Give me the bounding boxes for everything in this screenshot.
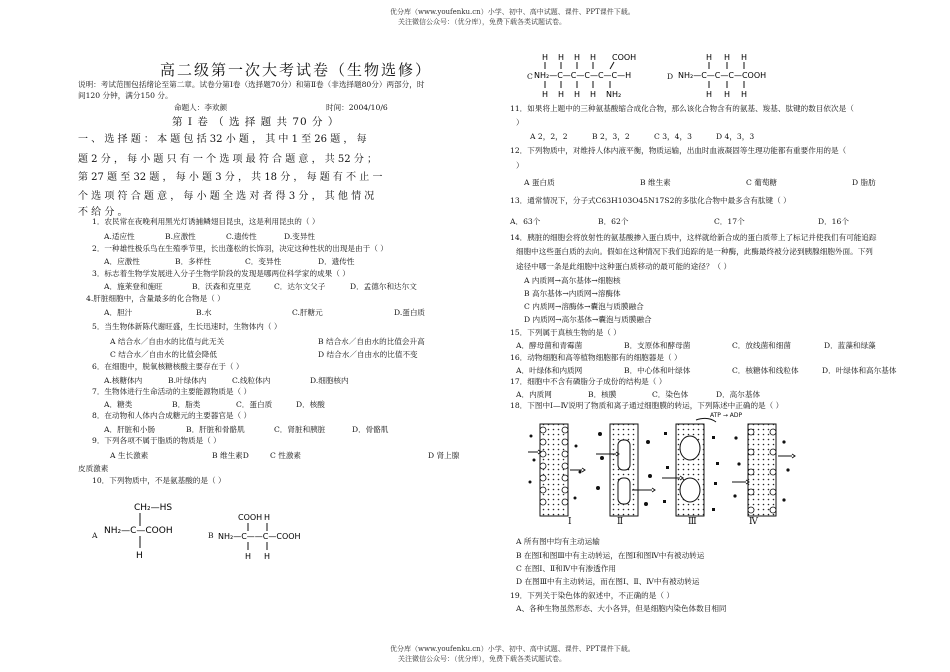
q2-option-b: B．多样性 — [175, 257, 211, 266]
figure-label-2: Ⅱ — [617, 517, 624, 527]
svg-text:H: H — [558, 90, 565, 99]
q9-option-c: C 性激素 — [270, 451, 302, 460]
q8-option-d: D．骨骼肌 — [352, 425, 389, 434]
question-13: 13．通常情况下，分子式C63H103O45N17S2的多肽化合物中最多含有肽键（ ） — [510, 196, 791, 205]
q12-option-b: B 维生素 — [640, 178, 671, 187]
q13-option-d: D．16个 — [818, 217, 849, 226]
svg-text:H: H — [724, 90, 731, 99]
q3-option-d: D．孟德尔和达尔文 — [350, 282, 417, 291]
question-2: 2．一种雄性极乐鸟在生殖季节里，长出蓬松的长饰羽，决定这种性状的出现是由于（ ） — [92, 244, 388, 253]
q14-option-c: C 内质网→溶酶体→囊泡与质膜融合 — [524, 302, 644, 311]
q6-option-a: A.核糖体内 — [104, 376, 143, 385]
svg-text:H: H — [245, 552, 252, 561]
instructions-line-3: 第 27 题 至 32 题 ， 每 小 题 3 分 ， 共 18 分 ， 每 题 有 不 止 一 — [78, 172, 383, 183]
q10-structure-c — [534, 52, 659, 102]
q12-option-c: C 葡萄糖 — [746, 178, 778, 187]
q3-option-c: C．达尔文父子 — [274, 282, 326, 291]
question-19: 19．下列关于染色体的叙述中，不正确的是（ ） — [510, 591, 674, 600]
q18-option-d: D 在图Ⅲ中有主动转运，而在图Ⅰ、Ⅱ、Ⅳ中有被动转运 — [516, 577, 700, 586]
panel-3-membrane — [662, 418, 719, 516]
question-14-line-3: 途径中哪一条是此细胞中这种蛋白质移动的最可能的途径？（ ） — [516, 262, 732, 271]
q11-option-c: C 3，4，3 — [654, 132, 692, 141]
q7-option-c: C．蛋白质 — [236, 400, 273, 409]
q2-option-c: C．变异性 — [245, 257, 282, 266]
q16-option-c: C．核糖体和线粒体 — [732, 366, 799, 375]
svg-text:H: H — [558, 53, 565, 62]
q4-option-b: B.水 — [196, 308, 212, 317]
q3-option-a: A．施莱登和施旺 — [104, 282, 163, 291]
part-one-title: 第 Ⅰ 卷 （ 选 择 题 共 70 分 ） — [172, 116, 340, 128]
q1-option-d: D.变异性 — [284, 232, 316, 241]
instructions-line-4: 个 选 项 符 合 题 意 ， 每 小 题 全 选 对 者 得 3 分 ， 其 他 情 况 — [78, 191, 375, 202]
q15-option-a: A．酵母菌和青霉菌 — [516, 341, 583, 350]
footer-line-2: 关注微信公众号：（优分库），免费下载各类试题试卷。 — [398, 655, 566, 663]
svg-text:H: H — [741, 53, 748, 62]
q17-option-c: C．染色体 — [652, 390, 689, 399]
q7-option-b: B．脂类 — [172, 400, 201, 409]
q13-option-c: C．17个 — [714, 217, 745, 226]
question-3: 3．标志着生物学发展进入分子生物学阶段的发现是哪两位科学家的成果（ ） — [92, 269, 350, 278]
question-11-end: ） — [516, 118, 524, 127]
q14-option-b: B 高尔基体→内质网→溶酶体 — [524, 289, 621, 298]
svg-text:H: H — [724, 53, 731, 62]
question-6: 6．在细胞中，脱氧核糖核酸主要存在于（ ） — [92, 362, 244, 371]
question-17: 17．细胞中不含有磷脂分子成份的结构是（ ） — [510, 377, 667, 386]
q10-option-d-label: D — [667, 72, 674, 81]
svg-text:COOH: COOH — [612, 53, 637, 62]
question-12: 12．下列物质中，对维持人体内液平衡，物质运输，出血时血液凝固等生理功能都有重要作用的是（ — [510, 146, 847, 155]
figure-label-3: Ⅲ — [688, 517, 697, 527]
footer-line-1: 优分库（www.youfenku.cn）小学、初中、高中试题、课件、PPT课件下载。 — [390, 645, 635, 653]
panel-4-membrane — [732, 424, 795, 516]
instructions-line-2: 题 2 分 ， 每 小 题 只 有 一 个 选 项 最 符 合 题 意 ， 共 52 分 ； — [78, 154, 378, 165]
q17-option-a: A．内质网 — [516, 390, 552, 399]
question-14-line-1: 14．胰脏的细胞会将放射性的氨基酸掺入蛋白质中，这样就给新合成的蛋白质带上了标记并使我们有可能追踪 — [510, 233, 877, 242]
svg-text:NH₂—C—C—C—C—C—H: NH₂—C—C—C—C—C—H — [534, 71, 632, 80]
q17-option-d: D．高尔基体 — [716, 390, 761, 399]
svg-text:H: H — [706, 53, 713, 62]
exam-time: 时间：2004/10/6 — [326, 103, 388, 112]
q19-option-a: A、各种生物虽然形态、大小各异，但是细胞内染色体数目相同 — [516, 604, 727, 613]
q16-option-a: A．叶绿体和内质网 — [516, 366, 583, 375]
svg-text:CH₂—HS: CH₂—HS — [134, 503, 173, 513]
q8-option-c: C．肾脏和胰脏 — [274, 425, 326, 434]
q8-option-a: A．肝脏和小肠 — [104, 425, 156, 434]
svg-text:H: H — [542, 53, 549, 62]
q2-option-a: A．应激性 — [104, 257, 140, 266]
q10-structure-a — [104, 500, 194, 564]
q6-option-d: D.细胞核内 — [310, 376, 349, 385]
svg-text:COOH: COOH — [238, 513, 263, 522]
q12-option-a: A 蛋白质 — [524, 178, 555, 187]
svg-text:H: H — [264, 552, 271, 561]
q3-option-b: B．沃森和克里克 — [192, 282, 251, 291]
svg-text:H: H — [264, 513, 271, 522]
q18-option-c: C 在图Ⅰ、Ⅱ和Ⅳ中有渗透作用 — [516, 564, 616, 573]
q16-option-d: D．叶绿体和高尔基体 — [822, 366, 897, 375]
q16-option-b: B．中心体和叶绿体 — [624, 366, 691, 375]
question-10: 10．下列物质中，不是氨基酸的是（ ） — [92, 476, 226, 485]
q18-option-a: A 所有图中均有主动运输 — [516, 537, 600, 546]
q13-option-a: A．63个 — [510, 217, 541, 226]
q10-option-b-label: B — [208, 531, 214, 540]
q7-option-d: D．核酸 — [296, 400, 325, 409]
q4-option-a: A．胆汁 — [104, 308, 133, 317]
q2-option-d: D．遗传性 — [318, 257, 355, 266]
question-4: 4.肝脏细胞中，含量最多的化合物是（ ） — [86, 294, 225, 303]
q11-option-d: D 4，3，3 — [716, 132, 755, 141]
q4-option-c: C.肝糖元 — [292, 308, 323, 317]
svg-text:H: H — [590, 53, 597, 62]
q12-option-d: D 脂肪 — [852, 178, 876, 187]
q5-option-d: D 结合水／自由水的比值不变 — [318, 350, 418, 359]
q1-option-a: A.适应性 — [104, 232, 135, 241]
q5-option-b: B 结合水／自由水的比值会升高 — [318, 337, 425, 346]
q9-option-d: D 肾上腺 — [428, 451, 460, 460]
q18-option-b: B 在图Ⅰ和图Ⅲ中有主动转运，在图Ⅰ和图Ⅳ中有被动转运 — [516, 551, 705, 560]
membrane-transport-figure — [526, 412, 806, 530]
panel-1-membrane — [528, 424, 585, 516]
q15-option-b: B．支原体和酵母菌 — [624, 341, 691, 350]
q13-option-b: B．62个 — [598, 217, 629, 226]
svg-text:H: H — [590, 90, 597, 99]
atp-adp-label: ATP → ADP — [710, 412, 743, 419]
svg-text:H: H — [542, 90, 549, 99]
q1-option-b: B.应激性 — [165, 232, 196, 241]
q10-option-c-label: C — [527, 72, 533, 81]
question-18: 18．下图中Ⅰ—Ⅳ说明了物质和离子通过细胞膜的转运，下列陈述中正确的是（ ） — [510, 401, 784, 410]
q15-option-c: C．放线菌和细菌 — [732, 341, 791, 350]
q14-option-a: A 内质网→高尔基体→细胞核 — [524, 276, 621, 285]
question-9: 9．下列各项不属于脂质的物质是（ ） — [92, 436, 221, 445]
q9-option-b: B 维生素D — [212, 451, 249, 460]
q14-option-d: D 内质网→高尔基体→囊泡与质膜融合 — [524, 315, 652, 324]
q15-option-d: D．蓝藻和绿藻 — [824, 341, 876, 350]
exam-notes-line-2: 间120 分钟，满分150 分。 — [78, 91, 173, 100]
svg-text:NH₂—C—COOH: NH₂—C—COOH — [104, 526, 173, 536]
figure-label-1: Ⅰ — [568, 517, 572, 527]
question-11: 11．如果将上题中的三种氨基酸缩合成化合物，那么该化合物含有的氨基、羧基、肽键的数目依次是（ — [510, 104, 854, 113]
svg-text:NH₂—C——C—COOH: NH₂—C——C—COOH — [218, 532, 301, 541]
question-8: 8．在动物和人体内合成糖元的主要器官是（ ） — [92, 411, 252, 420]
svg-text:H: H — [574, 53, 581, 62]
panel-2-membrane — [596, 424, 655, 516]
question-1: 1．农民常在夜晚利用黑光灯诱捕鳞翅目昆虫，这是利用昆虫的（ ） — [92, 217, 320, 226]
exam-author: 命题人：李欢颜 — [174, 103, 228, 112]
figure-label-4: Ⅳ — [749, 517, 758, 527]
svg-text:H: H — [706, 90, 713, 99]
q4-option-d: D.蛋白质 — [394, 308, 426, 317]
question-15: 15．下列属于真核生物的是（ ） — [510, 328, 621, 337]
header-line-2: 关注微信公众号：（优分库），免费下载各类试题试卷。 — [398, 18, 566, 26]
svg-text:NH₂: NH₂ — [606, 90, 622, 99]
q10-structure-b — [218, 512, 318, 568]
question-14-line-2: 细胞中这些蛋白质的去向。假如在这种情况下我们追踪的是一种酶，此酶最终被分泌到胰腺细胞外面。下列 — [516, 247, 873, 256]
svg-text:NH₂—C—C—C—COOH: NH₂—C—C—C—COOH — [678, 71, 767, 80]
instructions-line-5: 不 给 分 。 — [78, 207, 128, 218]
q10-option-a-label: A — [92, 531, 98, 540]
exam-title: 高二级第一次大考试卷（生物选修） — [160, 61, 433, 79]
instructions-line-1: 一 、 选 择 题 ： 本 题 包 括 32 小 题 ， 其 中 1 至 26 题 ， 每 — [78, 134, 367, 145]
q17-option-b: B．核膜 — [588, 390, 617, 399]
q10-structure-d — [678, 52, 778, 102]
q9-option-d-continued: 皮质激素 — [78, 464, 109, 473]
q11-option-b: B 2，3，2 — [592, 132, 630, 141]
svg-text:H: H — [136, 551, 143, 561]
exam-notes-line-1: 说明：考试范围包括绪论至第二章。试卷分第Ⅰ卷（选择题70分）和第Ⅱ卷（非选择题80分）两部分，时 — [78, 80, 425, 89]
q9-option-a: A 生长激素 — [110, 451, 149, 460]
q1-option-c: C.遗传性 — [226, 232, 257, 241]
question-12-end: ） — [516, 161, 524, 170]
q5-option-a: A 结合水／自由水的比值与此无关 — [110, 337, 225, 346]
q8-option-b: B．肝脏和骨骼肌 — [186, 425, 245, 434]
q11-option-a: A 2，2，2 — [530, 132, 568, 141]
question-5: 5．当生物体新陈代谢旺盛，生长迅速时，生物体内（ ） — [92, 322, 282, 331]
svg-text:H: H — [574, 90, 581, 99]
q5-option-c: C 结合水／自由水的比值会降低 — [110, 350, 217, 359]
header-line-1: 优分库（www.youfenku.cn）小学、初中、高中试题、课件、PPT课件下载。 — [390, 8, 635, 16]
svg-text:H: H — [741, 90, 748, 99]
question-16: 16．动物细胞和高等植物细胞都有的细胞器是（ ） — [510, 353, 682, 362]
question-7: 7．生物体进行生命活动的主要能源物质是（ ） — [92, 387, 252, 396]
q7-option-a: A．糖类 — [104, 400, 133, 409]
q6-option-b: B.叶绿体内 — [168, 376, 207, 385]
q6-option-c: C.线粒体内 — [232, 376, 271, 385]
